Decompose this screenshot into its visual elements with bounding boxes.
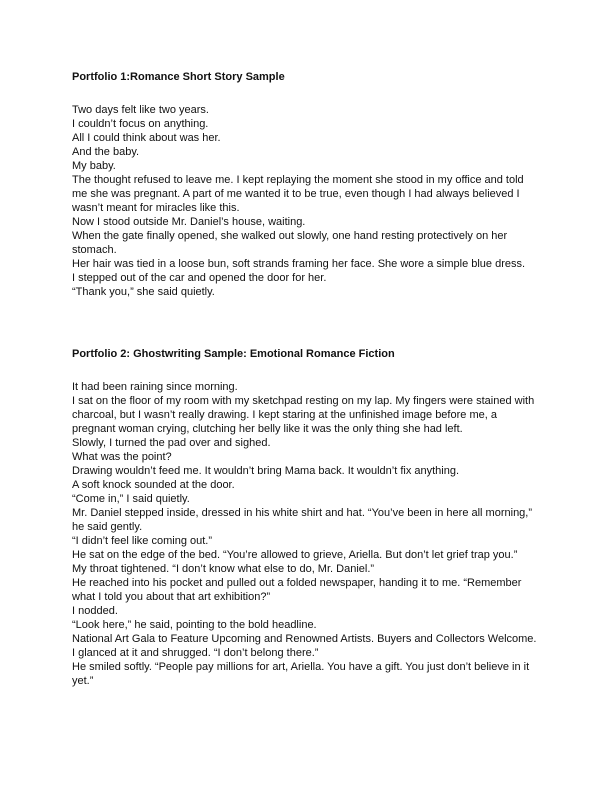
- story-line: A soft knock sounded at the door.: [72, 479, 235, 491]
- story-line: “Look here,” he said, pointing to the bold headline.: [72, 619, 317, 631]
- portfolio-1-body: [72, 103, 552, 299]
- story-line: pregnant woman crying, clutching her belly like it was the only thing she had left.: [72, 423, 463, 435]
- story-line: He smiled softly. “People pay millions for art, Ariella. You have a gift. You just don’t believe in it: [72, 661, 530, 673]
- story-line: Mr. Daniel stepped inside, dressed in his white shirt and hat. “You’ve been in here all morning,”: [72, 507, 533, 519]
- portfolio-2-body: [72, 380, 552, 688]
- story-line: wasn’t meant for miracles like this.: [72, 202, 240, 214]
- story-line: National Art Gala to Feature Upcoming and Renowned Artists. Buyers and Collectors Welcome.: [72, 633, 537, 645]
- story-line: My throat tightened. “I don’t know what else to do, Mr. Daniel.”: [72, 563, 375, 575]
- story-line: what I told you about that art exhibition?”: [72, 591, 271, 603]
- story-line: “I didn’t feel like coming out.”: [72, 535, 213, 547]
- story-line: “Come in,” I said quietly.: [72, 493, 190, 505]
- story-line: yet.”: [72, 675, 94, 687]
- story-line: What was the point?: [72, 451, 172, 463]
- story-line: Now I stood outside Mr. Daniel’s house, waiting.: [72, 216, 306, 228]
- story-line: stomach.: [72, 244, 117, 256]
- story-line: I sat on the floor of my room with my sketchpad resting on my lap. My fingers were stained with: [72, 395, 535, 407]
- story-line: he said gently.: [72, 521, 143, 533]
- story-line: I couldn’t focus on anything.: [72, 118, 209, 130]
- story-line: He reached into his pocket and pulled out a folded newspaper, handing it to me. “Remember: [72, 577, 522, 589]
- story-line: And the baby.: [72, 146, 140, 158]
- story-line: It had been raining since morning.: [72, 381, 238, 393]
- portfolio-2-section: [72, 347, 552, 688]
- story-line: charcoal, but I wasn’t really drawing. I kept staring at the unfinished image before me, a: [72, 409, 497, 421]
- story-line: Drawing wouldn’t feed me. It wouldn’t bring Mama back. It wouldn’t fix anything.: [72, 465, 460, 477]
- portfolio-2-heading: Portfolio 2: Ghostwriting Sample: Emotional Romance Fiction: [72, 348, 395, 360]
- story-line: When the gate finally opened, she walked out slowly, one hand resting protectively on her: [72, 230, 508, 242]
- story-line: Slowly, I turned the pad over and sighed.: [72, 437, 271, 449]
- story-line: I glanced at it and shrugged. “I don’t belong there.”: [72, 647, 319, 659]
- story-line: All I could think about was her.: [72, 132, 221, 144]
- story-line: me she was pregnant. A part of me wanted it to be true, even though I had always believed I: [72, 188, 520, 200]
- story-line: “Thank you,” she said quietly.: [72, 286, 215, 298]
- story-line: He sat on the edge of the bed. “You’re allowed to grieve, Ariella. But don’t let grief trap you.”: [72, 549, 518, 561]
- story-line: Two days felt like two years.: [72, 104, 209, 116]
- story-line: Her hair was tied in a loose bun, soft strands framing her face. She wore a simple blue dress.: [72, 258, 526, 270]
- story-line: My baby.: [72, 160, 116, 172]
- story-line: I stepped out of the car and opened the door for her.: [72, 272, 327, 284]
- story-line: The thought refused to leave me. I kept replaying the moment she stood in my office and told: [72, 174, 524, 186]
- story-line: I nodded.: [72, 605, 118, 617]
- portfolio-1-heading: Portfolio 1:Romance Short Story Sample: [72, 71, 285, 83]
- portfolio-1-section: [72, 70, 552, 299]
